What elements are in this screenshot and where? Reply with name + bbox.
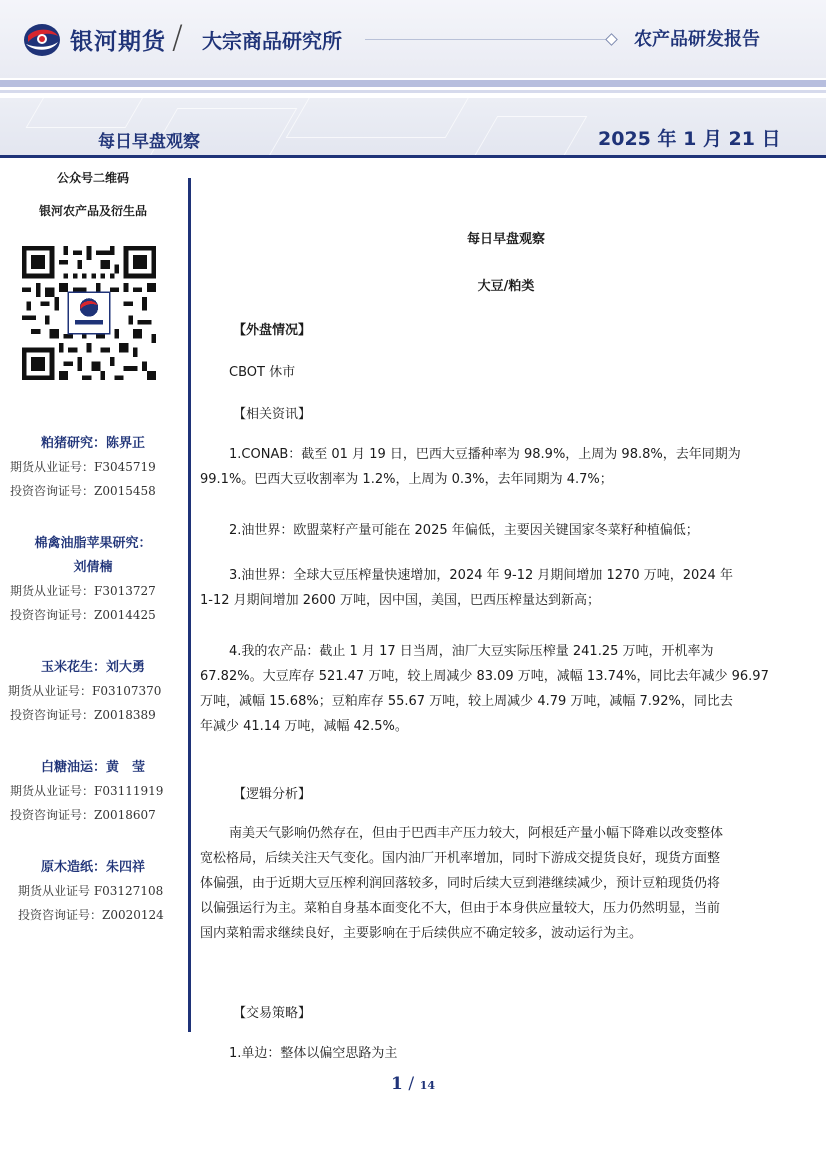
qr-title: 公众号二维码	[56, 171, 129, 185]
strategy-line: 1.单边：整体以偏空思路为主	[229, 1046, 398, 1061]
section-heading-news: 【相关资讯】	[233, 407, 312, 422]
brand-name: 银河期货	[70, 29, 166, 55]
document-title: 每日早盘观察	[466, 232, 545, 247]
news-line: 99.1%。巴西大豆收割率为 1.2%，上周为 0.3%，去年同期为 4.7%；	[200, 472, 613, 487]
news-item	[200, 639, 789, 739]
analyst-license: 期货从业证号：F03111919	[10, 784, 164, 798]
brand-divider: /	[172, 18, 183, 56]
report-title: 每日早盘观察	[98, 132, 200, 152]
news-line: 1-12 月期间增加 2600 万吨，因中国，美国，巴西压榨量达到新高；	[200, 593, 600, 608]
analyst-name: 玉米花生：刘大勇	[40, 660, 145, 675]
analyst-consult-license: 投资咨询证号：Z0014425	[10, 608, 156, 622]
analyst-license: 期货从业证号：F03107370	[8, 684, 162, 698]
news-line: 4.我的农产品：截止 1 月 17 日当周，油厂大豆实际压榨量 241.25 万吨，开机率为	[229, 644, 714, 659]
institute-name: 大宗商品研究所	[202, 29, 342, 53]
page-number	[0, 1074, 826, 1094]
cbot-status: CBOT 休市	[229, 365, 296, 380]
section-heading-external: 【外盘情况】	[233, 323, 312, 338]
logic-line: 以偏强运行为主。菜粕自身基本面变化不大，但由于本身供应量较大，压力仍然明显，当前	[200, 901, 721, 916]
logic-line: 国内菜粕需求继续良好，主要影响在于后续供应不确定较多，波动运行为主。	[200, 926, 643, 941]
sidebar-divider	[188, 178, 191, 1032]
news-item	[200, 442, 789, 492]
analyst-name-line2: 刘倩楠	[73, 560, 113, 575]
logic-paragraph	[200, 821, 789, 946]
page-total: 14	[419, 1079, 436, 1092]
logic-line: 南美天气影响仍然存在，但由于巴西丰产压力较大，阿根廷产量小幅下降难以改变整体	[229, 826, 724, 841]
galaxy-logo-icon	[22, 22, 62, 58]
logic-line: 体偏强，由于近期大豆压榨利润回落较多，同时后续大豆到港继续减少，预计豆粕现货仍将	[200, 876, 721, 891]
news-line: 67.82%。大豆库存 521.47 万吨，较上周减少 83.09 万吨，减幅 13.74%，同比去年减少 96.97	[200, 669, 769, 684]
header-stripe	[0, 80, 826, 87]
analyst-name: 白糖油运：黄 莹	[40, 760, 145, 775]
news-item	[200, 563, 789, 613]
news-line: 2.油世界：欧盟菜籽产量可能在 2025 年偏低，主要因关键国家冬菜籽种植偏低；	[229, 523, 699, 538]
logic-line: 宽松格局，后续关注天气变化。国内油厂开机率增加，同时下游成交提货良好，现货方面整	[200, 851, 721, 866]
header-stripe-thin	[0, 90, 826, 93]
page-separator: /	[408, 1074, 415, 1094]
analyst-name: 粕猪研究：陈界正	[40, 436, 145, 451]
analyst-consult-license: 投资咨询证号：Z0015458	[10, 484, 156, 498]
report-type: 农产品研发报告	[634, 29, 760, 50]
news-line: 万吨，减幅 15.68%；豆粕库存 55.67 万吨，较上周减少 4.79 万吨，减幅 7.92%，同比去	[200, 694, 733, 709]
analyst-license: 期货从业证号：F3013727	[10, 584, 156, 598]
analyst-license: 期货从业证号 F03127108	[18, 884, 164, 898]
strategy-item	[229, 1041, 789, 1066]
analyst-consult-license: 投资咨询证号：Z0018607	[10, 808, 156, 822]
news-line: 年减少 41.14 万吨，减幅 42.5%。	[200, 719, 408, 734]
page-current: 1	[390, 1074, 403, 1094]
category-heading: 大豆/粕类	[477, 279, 535, 294]
analyst-name: 棉禽油脂苹果研究：	[34, 536, 152, 551]
analyst-name: 原木造纸：朱四祥	[40, 860, 145, 875]
news-line: 1.CONAB：截至 01 月 19 日，巴西大豆播种率为 98.9%，上周为 98.8%，去年同期为	[229, 447, 741, 462]
qr-code-icon	[22, 246, 156, 380]
title-underline	[0, 155, 826, 158]
section-heading-strategy: 【交易策略】	[233, 1006, 312, 1021]
news-line: 3.油世界：全球大豆压榨量快速增加，2024 年 9-12 月期间增加 1270 万吨，2024 年	[229, 568, 733, 583]
analyst-consult-license: 投资咨询证号：Z0020124	[18, 908, 164, 922]
news-item	[229, 518, 789, 543]
analyst-license: 期货从业证号：F3045719	[10, 460, 156, 474]
report-date: 2025 年 1 月 21 日	[598, 128, 781, 150]
section-heading-logic: 【逻辑分析】	[233, 787, 312, 802]
qr-subtitle: 银河农产品及衍生品	[38, 204, 147, 218]
header-rule	[365, 39, 610, 40]
analyst-consult-license: 投资咨询证号：Z0018389	[10, 708, 156, 722]
